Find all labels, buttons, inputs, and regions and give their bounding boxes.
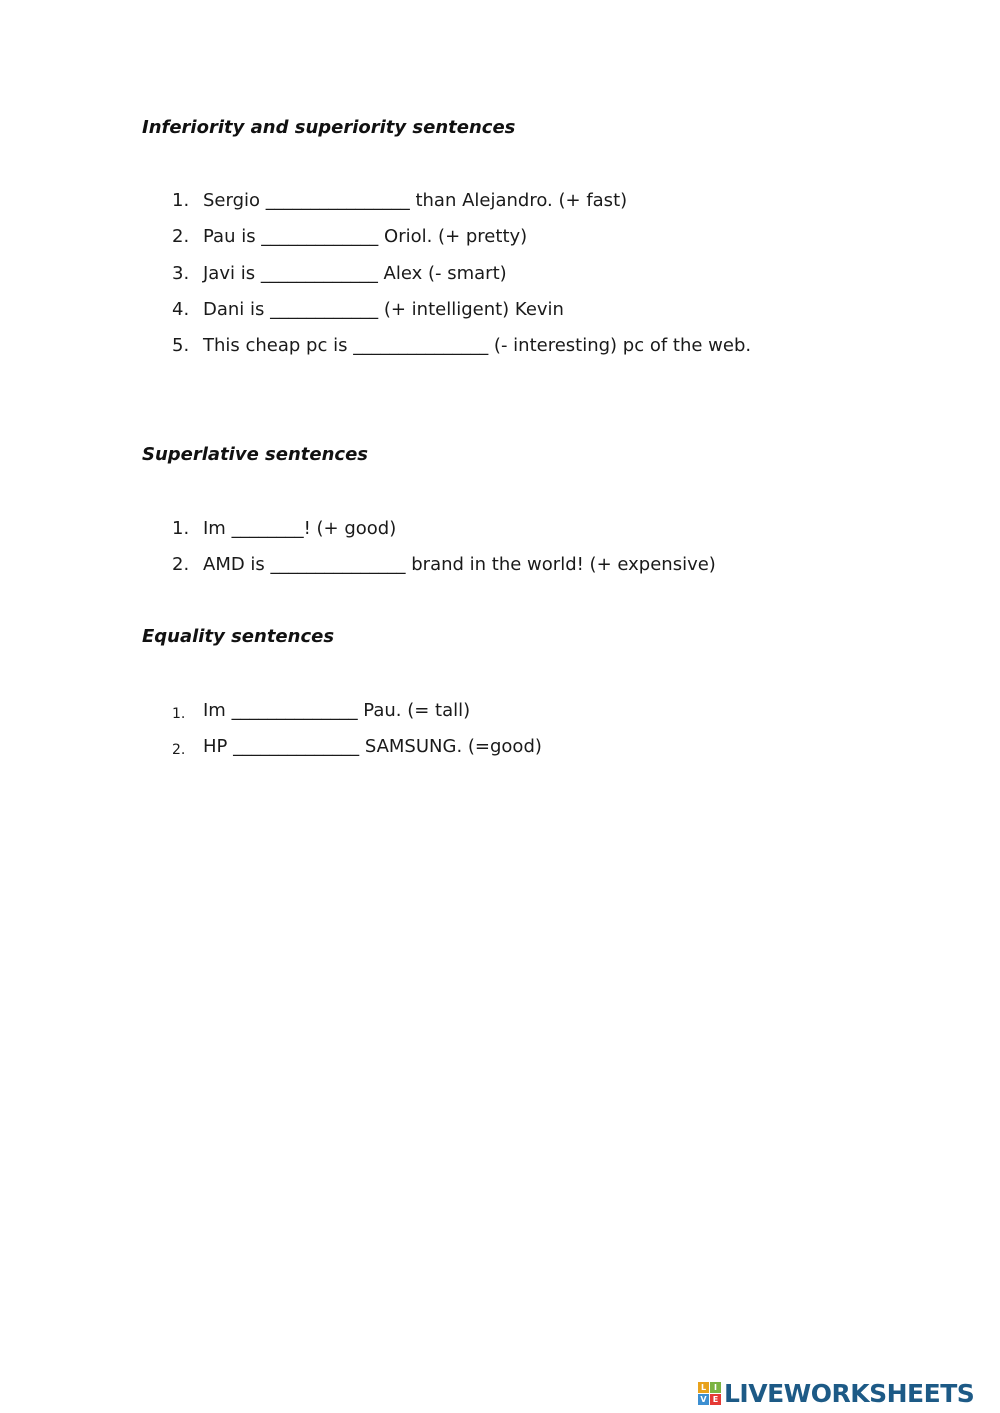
logo-mark-tile: L xyxy=(698,1382,709,1393)
logo-mark-tile: V xyxy=(698,1394,709,1405)
item-number: 2. xyxy=(172,226,190,248)
item-text: HP ______________ SAMSUNG. (=good) xyxy=(203,736,542,758)
item-number: 1. xyxy=(172,706,186,722)
item-number: 1. xyxy=(172,190,190,211)
item-text: Dani is ____________ (+ intelligent) Kevin xyxy=(203,298,564,320)
item-number: 4. xyxy=(172,298,190,320)
liveworksheets-logo xyxy=(698,1378,974,1408)
item-number: 2. xyxy=(172,554,190,576)
item-number: 2. xyxy=(172,742,186,759)
item-text: Javi is _____________ Alex (- smart) xyxy=(203,262,507,284)
item-text: This cheap pc is _______________ (- interesting) pc of the web. xyxy=(203,335,752,357)
item-text: Pau is _____________ Oriol. (+ pretty) xyxy=(203,226,528,248)
liveworksheets-wordmark: LIVEWORKSHEETS xyxy=(724,1378,975,1408)
section-heading-equality: Equality sentences xyxy=(142,626,335,647)
item-text: Im ________! (+ good) xyxy=(203,518,397,539)
item-text: AMD is _______________ brand in the world! (+ expensive) xyxy=(203,554,716,576)
section-heading-superlative: Superlative sentences xyxy=(142,444,369,465)
item-text: Sergio ________________ than Alejandro. (+ fast) xyxy=(203,190,628,211)
logo-mark-tile: E xyxy=(710,1394,721,1405)
liveworksheets-mark-icon xyxy=(698,1382,721,1405)
section-heading-inferiority-superiority: Inferiority and superiority sentences xyxy=(142,117,516,138)
item-number: 5. xyxy=(172,335,190,357)
logo-mark-tile: I xyxy=(710,1382,721,1393)
item-text: Im ______________ Pau. (= tall) xyxy=(203,700,471,721)
item-number: 1. xyxy=(172,518,190,539)
item-number: 3. xyxy=(172,262,190,284)
